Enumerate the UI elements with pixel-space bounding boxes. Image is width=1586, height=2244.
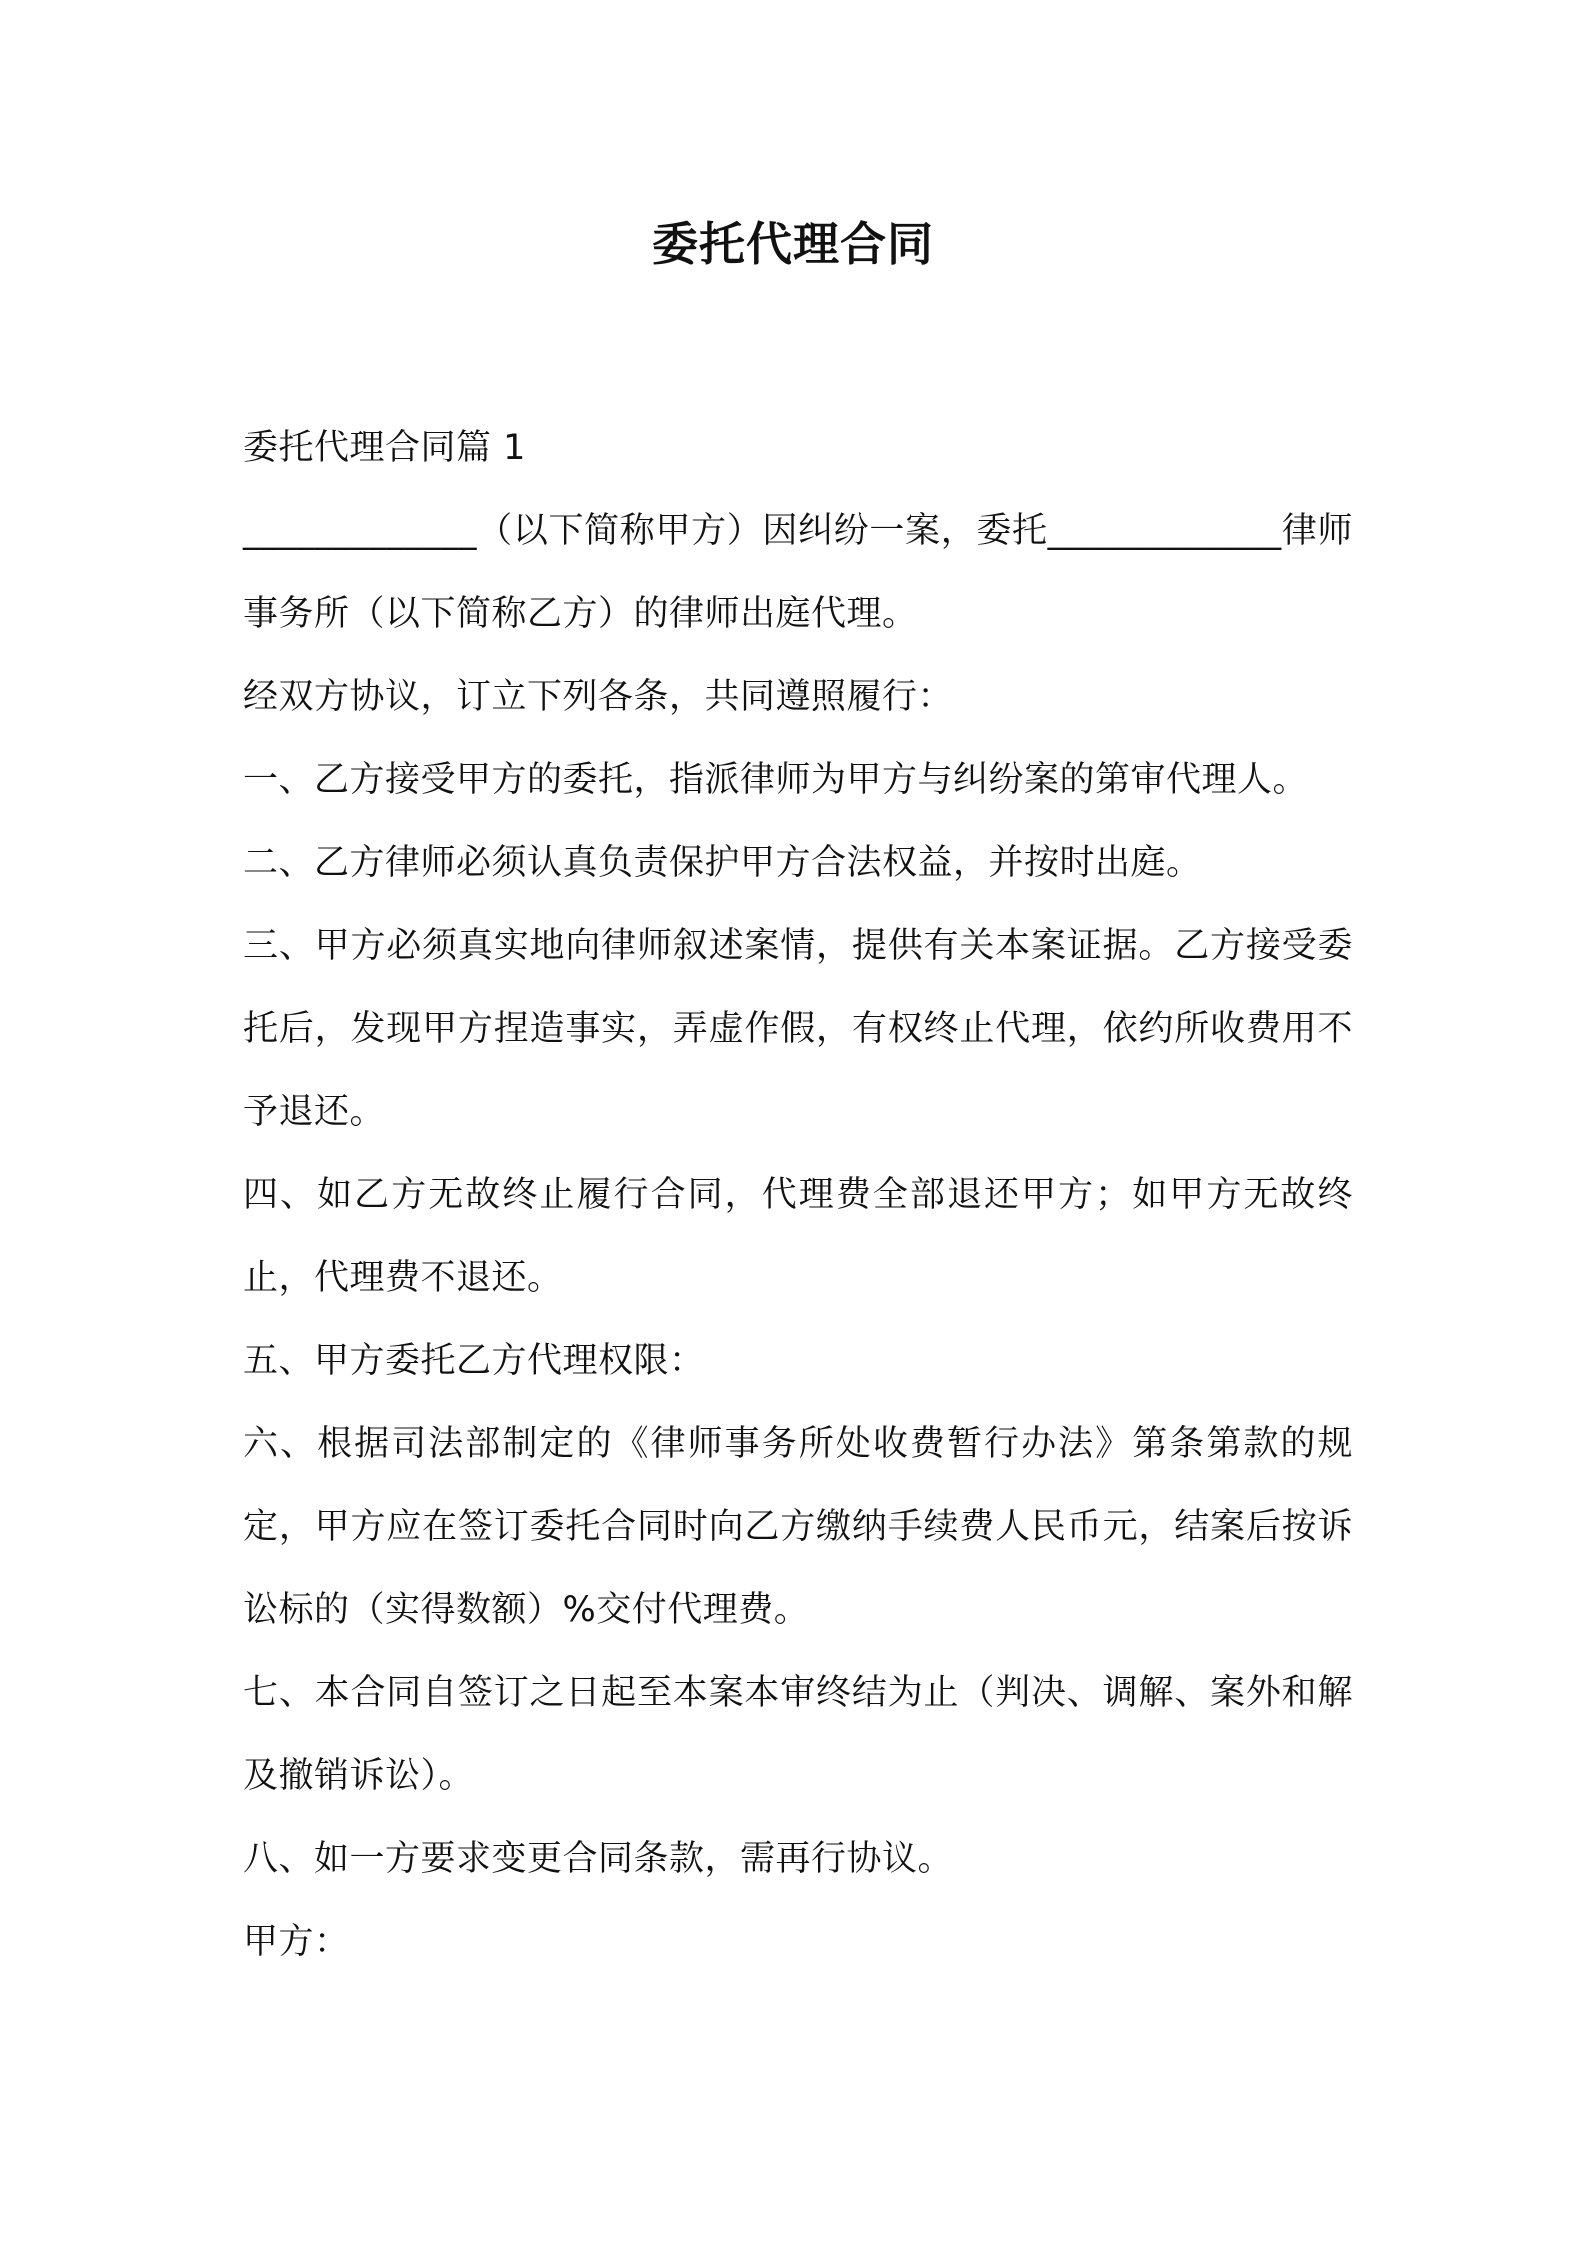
clause-6: 六、根据司法部制定的《律师事务所处收费暂行办法》第条第款的规定，甲方应在签订委托合同时向乙方缴纳手续费人民币元，结案后按诉讼标的（实得数额）%交付代理费。 xyxy=(243,1424,1353,1630)
clause-7: 七、本合同自签订之日起至本案本审终结为止（判决、调解、案外和解及撤销诉讼）。 xyxy=(243,1673,1353,1796)
document-title: 委托代理合同 xyxy=(652,217,934,271)
clause-3: 三、甲方必须真实地向律师叙述案情，提供有关本案证据。乙方接受委托后，发现甲方捏造事实，弄虚作假，有权终止代理，依约所收费用不予退还。 xyxy=(243,926,1353,1132)
section-heading: 委托代理合同篇 1 xyxy=(243,428,526,468)
paragraph-intro: _____________（以下简称甲方）因纠纷一案，委托_____________律师事务所（以下简称乙方）的律师出庭代理。 xyxy=(243,511,1353,634)
document-body xyxy=(243,407,1353,1984)
party-a-signature-label: 甲方： xyxy=(243,1922,350,1962)
clause-1: 一、乙方接受甲方的委托，指派律师为甲方与纠纷案的第审代理人。 xyxy=(243,760,1309,800)
clause-5: 五、甲方委托乙方代理权限： xyxy=(243,1341,705,1381)
clause-4: 四、如乙方无故终止履行合同，代理费全部退还甲方；如甲方无故终止，代理费不退还。 xyxy=(243,1175,1353,1298)
clause-2: 二、乙方律师必须认真负责保护甲方合法权益，并按时出庭。 xyxy=(243,843,1202,883)
clause-8: 八、如一方要求变更合同条款，需再行协议。 xyxy=(243,1839,954,1879)
paragraph-agreement: 经双方协议，订立下列各条，共同遵照履行： xyxy=(243,677,954,717)
